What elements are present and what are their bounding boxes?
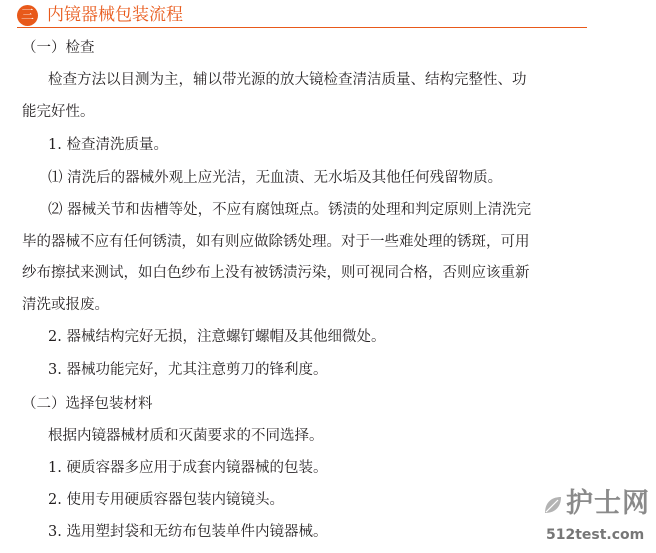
header-divider [17, 27, 587, 28]
paragraph-line: 检查方法以目测为主，辅以带光源的放大镜检查清洁质量、结构完整性、功 [48, 72, 527, 88]
section-number-badge: 三 [17, 5, 38, 26]
list-item: ⑴ 清洗后的器械外观上应光洁，无血渍、无水垢及其他任何残留物质。 [48, 170, 503, 186]
section-header [17, 4, 587, 28]
subsection-heading-packaging-material: （二）选择包装材料 [22, 396, 153, 412]
site-watermark [540, 488, 652, 548]
paragraph-line: 根据内镜器械材质和灭菌要求的不同选择。 [48, 428, 324, 444]
list-item: 3. 器械功能完好，尤其注意剪刀的锋利度。 [48, 362, 328, 378]
list-item: 3. 选用塑封袋和无纺布包装单件内镜器械。 [48, 524, 328, 540]
section-title: 内镜器械包装流程 [47, 5, 183, 25]
paragraph-line: 清洗或报废。 [22, 297, 109, 313]
paragraph-line: 纱布擦拭来测试，如白色纱布上没有被锈渍污染，则可视同合格，否则应该重新 [22, 265, 530, 281]
list-item: 2. 使用专用硬质容器包装内镜镜头。 [48, 492, 284, 508]
watermark-text: 护士网 [566, 488, 650, 519]
list-item: 1. 硬质容器多应用于成套内镜器械的包装。 [48, 460, 328, 476]
list-item: 2. 器械结构完好无损，注意螺钉螺帽及其他细微处。 [48, 329, 386, 345]
leaf-icon [542, 494, 564, 516]
watermark-url: 512test.com [546, 527, 645, 543]
list-item: 1. 检查清洗质量。 [48, 137, 168, 153]
paragraph-line: 能完好性。 [22, 104, 95, 120]
subsection-heading-inspection: （一）检查 [22, 40, 95, 56]
list-item: ⑵ 器械关节和齿槽等处，不应有腐蚀斑点。锈渍的处理和判定原则上清洗完 [48, 202, 532, 218]
paragraph-line: 毕的器械不应有任何锈渍，如有则应做除锈处理。对于一些难处理的锈斑，可用 [22, 234, 530, 250]
